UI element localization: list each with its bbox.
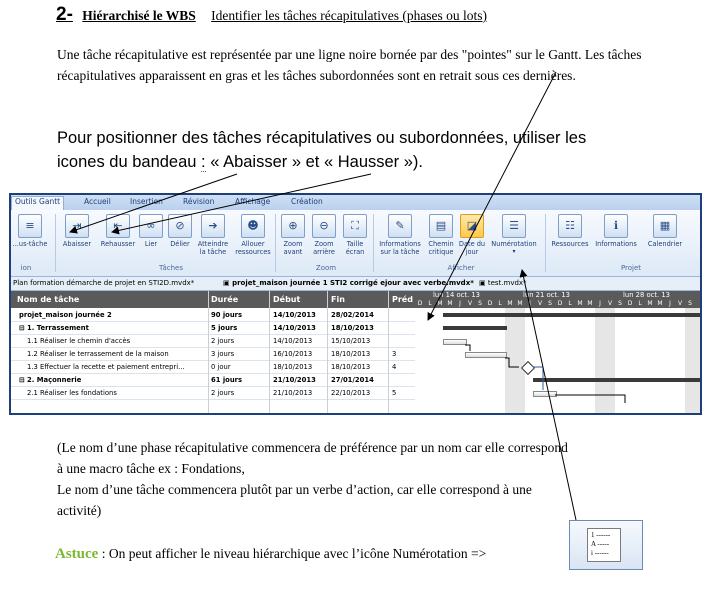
instruction-colon: : (201, 153, 206, 171)
taille-ecran-label: Taille écran (345, 240, 365, 256)
instruction-line-2-rest: « Abaisser » et « Hausser »). (205, 153, 424, 171)
gantt-day: L (568, 300, 572, 307)
instruction-line-2-start: icones du bandeau (57, 153, 202, 171)
cell-name: ⊟ 2. Maçonnerie (19, 376, 82, 384)
gantt-day: S (688, 300, 692, 307)
numerotation-label: Numérotation (491, 240, 537, 248)
gantt-day: J (669, 300, 671, 307)
gantt-day: L (498, 300, 502, 307)
doc-tab-active-label: projet_maison journée 1 STI2 corrigé ejour avec verbe.mvdx* (232, 279, 474, 287)
link-icon: ∞ (139, 214, 163, 238)
gantt-day: D (487, 300, 493, 307)
gantt-day: M (447, 300, 453, 307)
cell-dur: 2 jours (211, 337, 235, 345)
naming-note-line-3: Le nom d’une tâche commencera plutôt par un verbe d’action, car elle correspond à une (57, 482, 532, 497)
gantt-day: M (437, 300, 443, 307)
cell-deb: 14/10/2013 (273, 311, 316, 319)
doc-tab[interactable]: Plan formation démarche de projet en STI2D.mvdx* (13, 279, 195, 287)
cell-dur: 3 jours (211, 350, 235, 358)
naming-note-line-4: activité) (57, 503, 102, 518)
group-label-zoom: Zoom (315, 264, 337, 272)
abaisser-label: Abaisser (62, 240, 92, 248)
cell-dur: 61 jours (211, 376, 243, 384)
calendrier-label: Calendrier (647, 240, 683, 248)
cell-dur: 2 jours (211, 389, 235, 397)
arrow-hausser (112, 174, 371, 232)
numbering-line: i ------ (591, 549, 609, 557)
gantt-day: S (478, 300, 482, 307)
arrow-numerotation (522, 270, 576, 520)
cell-name: 2.1 Réaliser les fondations (27, 389, 117, 397)
cell-dur: 90 jours (211, 311, 243, 319)
cell-deb: 14/10/2013 (273, 324, 316, 332)
doc-tab-label: test.mvdx* (487, 279, 527, 287)
gantt-day: M (647, 300, 653, 307)
gantt-day: J (459, 300, 461, 307)
cell-pre: 3 (392, 350, 397, 358)
cell-name: 1.1 Réaliser le chemin d'accès (27, 337, 131, 345)
fit-screen-icon: ⛶ (343, 214, 367, 238)
goto-task-icon: ➔ (201, 214, 225, 238)
cell-fin: 22/10/2013 (331, 389, 371, 397)
cell-name: projet_maison journée 2 (19, 311, 112, 319)
cell-name: ⊟ 1. Terrassement (19, 324, 89, 332)
group-label-projet: Projet (620, 264, 642, 272)
tab-insertion[interactable]: Insertion (130, 197, 163, 206)
gantt-week-1: lun 14 oct. 13 (433, 291, 481, 299)
doc-tab-active[interactable]: ▣ projet_maison journée 1 STI2 corrigé ejour avec verbe.mvdx* (223, 279, 474, 287)
calendar-icon: ▦ (653, 214, 677, 238)
task-info-icon: ✎ (388, 214, 412, 238)
informations-label: Informations (595, 240, 637, 248)
delier-label: Délier (170, 240, 190, 248)
assign-resources-icon: ☻ (241, 214, 265, 238)
outdent-icon: ⇤ (106, 214, 130, 238)
chemin-critique-label: Chemin critique (428, 240, 454, 256)
group-label: ion (20, 264, 32, 272)
gantt-day: M (657, 300, 663, 307)
lier-label: Lier (144, 240, 158, 248)
gantt-day: V (467, 300, 473, 307)
gantt-day: V (607, 300, 613, 307)
rehausser-label: Rehausser (100, 240, 136, 248)
cell-deb: 18/10/2013 (273, 363, 313, 371)
gantt-day: S (618, 300, 622, 307)
group-label-taches: Tâches (159, 264, 183, 272)
naming-note-line-2: à une macro tâche ex : Fondations, (57, 461, 245, 476)
numbering-line: 1 ------ (591, 531, 611, 539)
cell-deb: 21/10/2013 (273, 389, 313, 397)
cell-deb: 16/10/2013 (273, 350, 313, 358)
gantt-day: L (638, 300, 642, 307)
gantt-day: M (517, 300, 523, 307)
cell-fin: 18/10/2013 (331, 363, 371, 371)
gantt-day: V (677, 300, 683, 307)
gantt-day: D (557, 300, 563, 307)
gantt-day: V (537, 300, 543, 307)
numerotation-button[interactable]: ☰ Numérotation ▾ (489, 214, 539, 256)
tab-revision[interactable]: Révision (183, 197, 215, 206)
gantt-day: J (599, 300, 601, 307)
col-header-fin[interactable]: Fin (331, 295, 345, 304)
zoom-arriere-label: Zoom arrière (313, 240, 335, 256)
gantt-day: L (428, 300, 432, 307)
cell-fin: 15/10/2013 (331, 337, 371, 345)
zoom-out-icon: ⊖ (312, 214, 336, 238)
cell-dur: 5 jours (211, 324, 238, 332)
col-header-duree[interactable]: Durée (211, 295, 239, 304)
gantt-day: D (627, 300, 633, 307)
cell-deb: 21/10/2013 (273, 376, 316, 384)
cell-fin: 28/02/2014 (331, 311, 374, 319)
section-subtitle: Identifier les tâches récapitulatives (phases ou lots) (211, 8, 488, 23)
cell-deb: 14/10/2013 (273, 337, 313, 345)
resources-icon: ☷ (558, 214, 582, 238)
tip-text: : On peut afficher le niveau hiérarchique avec l’icône Numérotation => (98, 546, 487, 561)
cell-fin: 27/01/2014 (331, 376, 374, 384)
group-label-afficher: Afficher (447, 264, 475, 272)
indent-icon: ⇥ (65, 214, 89, 238)
numbering-line: A ----- (591, 540, 610, 548)
critical-path-icon: ▤ (429, 214, 453, 238)
tip-label: Astuce (55, 546, 99, 562)
arrow-summary-bar (428, 72, 556, 320)
allouer-label: Allouer ressources (235, 240, 271, 256)
col-header-name[interactable]: Nom de tâche (17, 295, 80, 304)
naming-note-line-1: (Le nom d’une phase récapitulative commencera de préférence par un nom car elle correspond (57, 440, 568, 455)
atteindre-label: Atteindre la tâche (197, 240, 229, 256)
ressources-label: Ressources (551, 240, 589, 248)
cell-dur: 0 jour (211, 363, 231, 371)
section-title: Hiérarchisé le WBS (82, 8, 196, 23)
information-icon: ℹ (604, 214, 628, 238)
unlink-icon: ⊘ (168, 214, 192, 238)
intro-paragraph: Une tâche récapitulative est représentée par une ligne noire bornée par des "pointes" sur le Gantt. Les tâches récapitulatives apparaissent en gras et les tâches subordonnées sont en retrait sous ces dernières. (57, 47, 642, 83)
gantt-day: M (577, 300, 583, 307)
cell-name: 1.2 Réaliser le terrassement de la maison (27, 350, 169, 358)
today-icon: ◪ (460, 214, 484, 238)
subtask-label: ...us-tâche (12, 240, 48, 248)
col-header-debut[interactable]: Début (273, 295, 301, 304)
col-header-pred[interactable]: Préd (392, 295, 413, 304)
tab-accueil[interactable]: Accueil (84, 197, 111, 206)
gantt-week-2: lun 21 oct. 13 (523, 291, 571, 299)
gantt-day: M (507, 300, 513, 307)
date-du-jour-label: Date du jour (458, 240, 486, 256)
instruction-line-1: Pour positionner des tâches récapitulatives ou subordonnées, utiliser les (57, 129, 587, 147)
gantt-day: D (417, 300, 423, 307)
zoom-in-icon: ⊕ (281, 214, 305, 238)
gantt-week-3: lun 28 oct. 13 (623, 291, 671, 299)
cell-pre: 5 (392, 389, 397, 397)
section-number: 2- (56, 4, 73, 25)
numbering-icon: ☰ (502, 214, 526, 238)
gantt-day: S (548, 300, 552, 307)
cell-pre: 4 (392, 363, 397, 371)
cell-fin: 18/10/2013 (331, 324, 374, 332)
informations-tache-label: Informations sur la tâche (379, 240, 421, 256)
tab-outils-gantt[interactable]: Outils Gantt (11, 196, 64, 210)
tab-creation[interactable]: Création (291, 197, 323, 206)
doc-tab[interactable]: ▣ test.mvdx* (479, 279, 527, 287)
cell-fin: 18/10/2013 (331, 350, 371, 358)
zoom-avant-label: Zoom avant (283, 240, 303, 256)
gantt-day: J (529, 300, 531, 307)
tab-affichage[interactable]: Affichage (235, 197, 271, 206)
gantt-day: M (587, 300, 593, 307)
cell-name: 1.3 Effectuer la recette et paiement entrepri... (27, 363, 185, 371)
arrow-abaisser (70, 174, 237, 232)
subtask-icon: ≡ (18, 214, 42, 238)
